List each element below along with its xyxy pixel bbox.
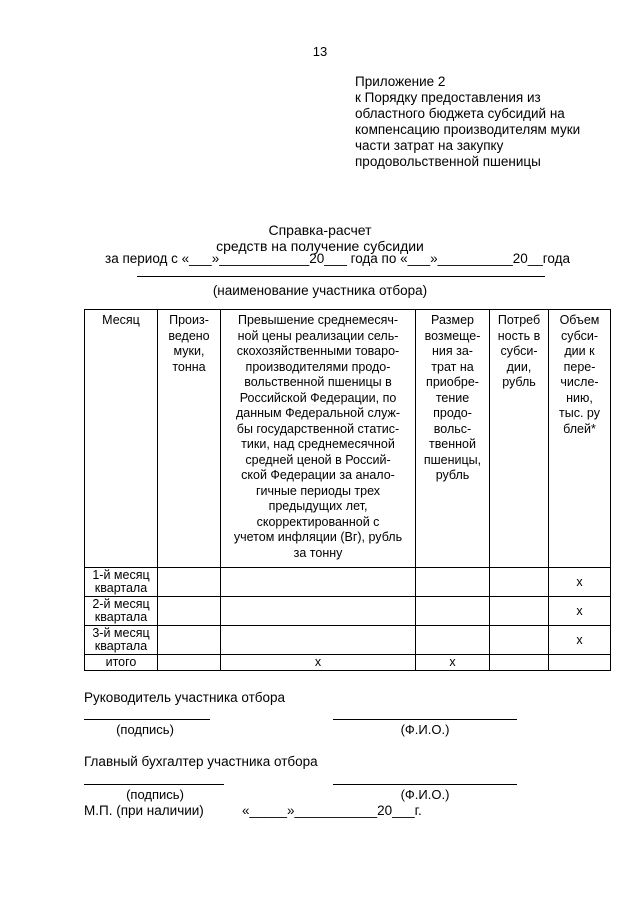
appendix-line: Приложение 2: [355, 74, 446, 89]
cell-need: [490, 597, 549, 626]
head-signature-line: [84, 719, 210, 720]
period-line: за период с «___»____________20___ года по «___»__________20__года: [105, 251, 571, 266]
cell-reimbursement: [416, 626, 490, 655]
appendix-line: части затрат на закупку: [355, 138, 504, 153]
cell-price-excess: [221, 568, 416, 597]
cell-need: [490, 655, 549, 671]
header-price-excess: Превышение среднемесяч- ной цены реализации сель- скохозяйственными товаро- производителями продо- вольственной пшеницы в Российской Федерации, по данным Федеральной служ- бы государственной статис- тики, над среднемесячной средней ценой в Россий- ской Федерации за анало- гичные периоды трех предыдущих лет, скорректированной с учетом инфляции (Bг), рубль за тонну: [221, 310, 416, 568]
header-subsidy-need: Потреб ность в субси- дии, рубль: [490, 310, 549, 568]
cell-need: [490, 626, 549, 655]
head-label: Руководитель участника отбора: [84, 690, 286, 705]
document-title: [0, 222, 640, 254]
accountant-signature-caption: (подпись): [126, 787, 184, 802]
cell-reimbursement: [416, 568, 490, 597]
table-total-row: [85, 655, 611, 671]
appendix-line: компенсацию производителям муки: [355, 122, 581, 137]
cell-month: 3-й месяц квартала: [85, 626, 158, 655]
cell-volume: х: [549, 626, 611, 655]
cell-need: [490, 568, 549, 597]
header-reimbursement: Размер возмеще- ния за- трат на приобре- тение продо- вольс- твенной пшеницы, рубль: [416, 310, 490, 568]
page-number: 13: [312, 44, 328, 59]
cell-flour: [158, 597, 221, 626]
accountant-label: Главный бухгалтер участника отбора: [84, 754, 318, 769]
cell-reimbursement: х: [416, 655, 490, 671]
header-subsidy-volume: Объем субси- дии к пере- числе- нию, тыс. ру блей*: [549, 310, 611, 568]
cell-volume: [549, 655, 611, 671]
header-flour-produced: Произ- ведено муки, тонна: [158, 310, 221, 568]
header-month: Месяц: [85, 310, 158, 568]
accountant-fio-line: [333, 784, 517, 785]
cell-flour: [158, 568, 221, 597]
cell-total-label: итого: [85, 655, 158, 671]
participant-name-caption: (наименование участника отбора): [212, 283, 428, 298]
cell-price-excess: [221, 626, 416, 655]
accountant-signature-line: [84, 784, 224, 785]
table-header-row: [85, 310, 611, 568]
cell-month: 1-й месяц квартала: [85, 568, 158, 597]
participant-name-underline: [137, 276, 545, 277]
head-signature-caption: (подпись): [116, 722, 174, 737]
seal-label: М.П. (при наличии): [84, 803, 204, 818]
appendix-line: продовольственной пшеницы: [355, 154, 541, 169]
table-row: [85, 597, 611, 626]
table-row: [85, 626, 611, 655]
cell-price-excess: х: [221, 655, 416, 671]
cell-flour: [158, 655, 221, 671]
date-field: «_____»___________20___г.: [242, 803, 422, 818]
cell-flour: [158, 626, 221, 655]
title-line-1: Справка-расчет: [268, 222, 372, 238]
cell-volume: х: [549, 568, 611, 597]
appendix-line: к Порядку предоставления из: [355, 90, 541, 105]
head-fio-caption: (Ф.И.О.): [400, 722, 450, 737]
calculation-table: [84, 309, 611, 671]
accountant-fio-caption: (Ф.И.О.): [400, 787, 450, 802]
appendix-heading: [355, 74, 625, 170]
head-fio-line: [333, 719, 517, 720]
cell-volume: х: [549, 597, 611, 626]
cell-price-excess: [221, 597, 416, 626]
table-row: [85, 568, 611, 597]
appendix-line: областного бюджета субсидий на: [355, 106, 565, 121]
cell-month: 2-й месяц квартала: [85, 597, 158, 626]
title-line-2: средств на получение субсидии: [216, 238, 424, 254]
cell-reimbursement: [416, 597, 490, 626]
